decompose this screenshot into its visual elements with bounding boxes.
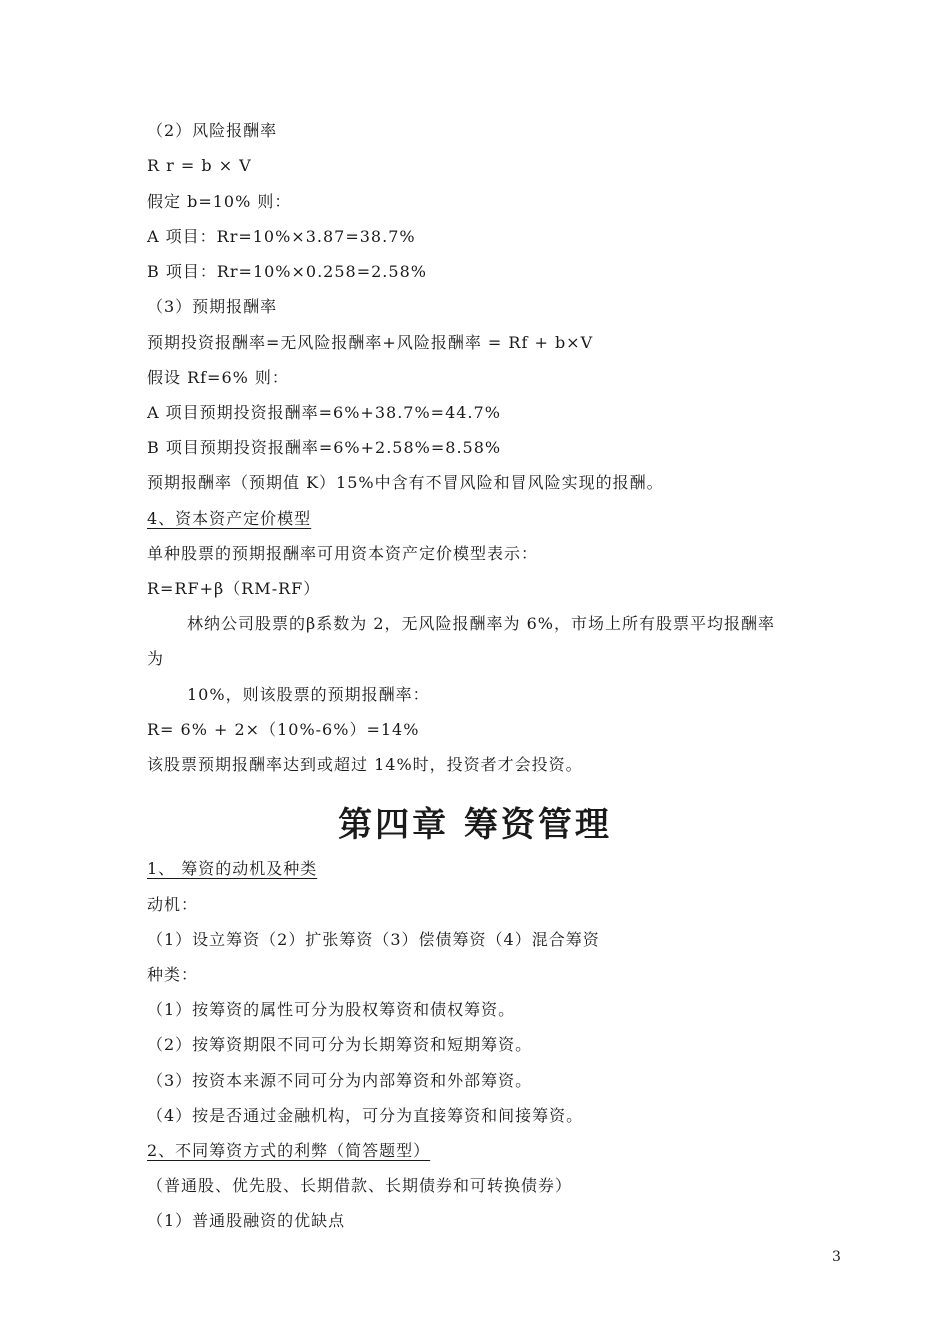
example-paragraph: 林纳公司股票的β系数为 2，无风险报酬率为 6%，市场上所有股票平均报酬率 (187, 614, 775, 633)
financing-methods: （普通股、优先股、长期借款、长期债券和可转换债券） (147, 1176, 573, 1195)
risk-return-formula: R r = b × V (147, 156, 252, 175)
project-b-risk-return: B 项目：Rr=10%×0.258=2.58% (147, 262, 427, 281)
type-item-2: （2）按筹资期限不同可分为长期筹资和短期筹资。 (147, 1035, 533, 1054)
section-heading-2: 2、不同筹资方式的利弊（简答题型） (147, 1141, 431, 1160)
motive-list: （1）设立筹资（2）扩张筹资（3）偿债筹资（4）混合筹资 (147, 930, 600, 949)
assumption-rf: 假设 Rf=6% 则： (147, 368, 289, 387)
example-conclusion: 该股票预期报酬率达到或超过 14%时，投资者才会投资。 (147, 755, 583, 774)
common-stock-subtitle: （1）普通股融资的优缺点 (147, 1211, 346, 1230)
capm-heading: 4、资本资产定价模型 (147, 509, 312, 528)
project-a-risk-return: A 项目：Rr=10%×3.87=38.7% (147, 227, 416, 246)
project-b-expected-return: B 项目预期投资报酬率=6%+2.58%=8.58% (147, 438, 502, 457)
expected-return-subtitle: （3）预期报酬率 (147, 297, 278, 316)
expected-return-formula: 预期投资报酬率=无风险报酬率+风险报酬率 = Rf + b×V (147, 333, 594, 352)
section-heading-1: 1、 筹资的动机及种类 (147, 859, 318, 878)
assumption-b: 假定 b=10% 则： (147, 192, 292, 211)
example-paragraph-cont: 10%，则该股票的预期报酬率： (187, 685, 430, 704)
types-label: 种类： (147, 965, 199, 984)
example-calculation: R= 6% + 2×（10%-6%）=14% (147, 720, 420, 739)
motive-label: 动机： (147, 895, 199, 914)
project-a-expected-return: A 项目预期投资报酬率=6%+38.7%=44.7% (147, 403, 501, 422)
capm-formula: R=RF+β（RM-RF） (147, 579, 321, 598)
expected-return-note: 预期报酬率（预期值 K）15%中含有不冒风险和冒风险实现的报酬。 (147, 473, 664, 492)
page-number: 3 (832, 1249, 841, 1265)
chapter-title: 第四章 筹资管理 (338, 805, 612, 845)
capm-intro: 单种股票的预期报酬率可用资本资产定价模型表示： (147, 544, 539, 563)
example-paragraph-wrap: 为 (147, 649, 165, 668)
risk-return-subtitle: （2）风险报酬率 (147, 121, 278, 140)
type-item-3: （3）按资本来源不同可分为内部筹资和外部筹资。 (147, 1071, 533, 1090)
type-item-1: （1）按筹资的属性可分为股权筹资和债权筹资。 (147, 1000, 516, 1019)
type-item-4: （4）按是否通过金融机构，可分为直接筹资和间接筹资。 (147, 1106, 584, 1125)
